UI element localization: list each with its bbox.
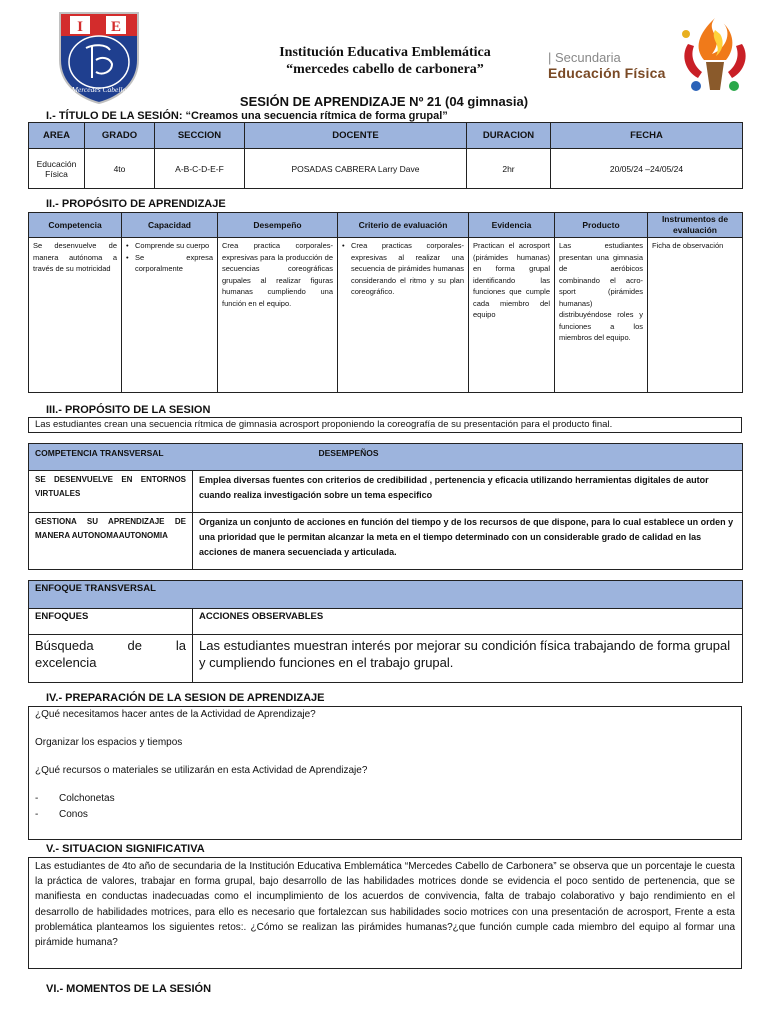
cell-instrumento: Ficha de observación: [648, 238, 743, 393]
header-grado: GRADO: [85, 123, 155, 149]
cell-criterio: [338, 238, 469, 393]
cell-evidencia: Practican el acrosport (pirámides humanas) en forma grupal identificando las funciones que cumple cada miembro del equipo: [469, 238, 555, 393]
session-info-table: [28, 122, 743, 189]
header-capacidad: Capacidad: [122, 213, 218, 238]
header-acciones: ACCIONES OBSERVABLES: [193, 609, 743, 635]
header-fecha: FECHA: [551, 123, 743, 149]
brand-line-2: Educación Física: [548, 65, 666, 81]
cell-desempeno: Crea practica corporales-expresivas para la producción de secuencias coreográficas grupales al realizar figuras humanas cumpliendo una función en el equipo.: [218, 238, 338, 393]
cell-docente: POSADAS CABRERA Larry Dave: [245, 149, 467, 189]
question-1: ¿Qué necesitamos hacer antes de la Actividad de Aprendizaje?: [35, 709, 316, 720]
section-4-title: IV.- PREPARACIÓN DE LA SESION DE APRENDIZAJE: [46, 692, 325, 704]
cell-producto: Las estudiantes presentan una gimnasia de aeróbicos combinando el acro-sport (pirámides humanas) distribuyéndose roles y funciones a los miembros del equipo.: [555, 238, 648, 393]
header-evidencia: Evidencia: [469, 213, 555, 238]
torch-logo: [676, 14, 754, 96]
transversal-competence-2: GESTIONA SU APRENDIZAJE DE MANERA AUTONOMAAUTONOMIA: [29, 513, 193, 570]
institution-line-1: Institución Educativa Emblemática: [279, 45, 491, 60]
section-5-title: V.- SITUACION SIGNIFICATIVA: [46, 843, 205, 855]
material-item: Conos: [59, 809, 88, 820]
header-enfoques: ENFOQUES: [29, 609, 193, 635]
material-bullet: -: [35, 793, 39, 804]
cell-fecha: 20/05/24 –24/05/24: [551, 149, 743, 189]
session-purpose-text: Las estudiantes crean una secuencia rítmica de gimnasia acrosport proponiendo la coreografía de su presentación para el producto final.: [28, 417, 742, 433]
section-2-title: II.- PROPÓSITO DE APRENDIZAJE: [46, 198, 226, 210]
question-2: ¿Qué recursos o materiales se utilizarán en esta Actividad de Aprendizaje?: [35, 765, 368, 776]
cell-competencia: Se desenvuelve de manera autónoma a través de su motricidad: [29, 238, 122, 393]
capacidad-item: • Se expresa corporalmente: [126, 252, 213, 275]
answer-1: Organizar los espacios y tiempos: [35, 737, 183, 748]
cross-cutting-approach-table: [28, 580, 743, 683]
learning-purpose-table: [28, 212, 743, 393]
transversal-performance-2: Organiza un conjunto de acciones en función del tiempo y de los recursos de que dispone, para lo cual establece un orden y una prioridad que le permitan alcanzar la meta en el tiempo determinado con un considerable grado de calidad en las acciones de manera secuenciada y articulada.: [193, 513, 743, 570]
brand-line-1: | Secundaria: [548, 50, 621, 65]
header-desempeno: Desempeño: [218, 213, 338, 238]
transversal-competence-table: [28, 443, 743, 570]
cell-area: Educación Física: [29, 149, 85, 189]
logo-caption: Mercedes Cabello: [71, 85, 127, 94]
criterio-item: • Crea practicas corporales-expresivas al realizar una secuencia de pirámides humanas considerando el ritmo y su plan coreográfico.: [342, 240, 464, 298]
section-1-prefix: I.- TÍTULO DE LA SESIÓN:: [46, 110, 183, 122]
brand-block: [548, 50, 688, 81]
cell-accion: Las estudiantes muestran interés por mejorar su condición física trabajando de forma grupal y cumpliendo funciones en el trabajo grupal.: [193, 635, 743, 683]
header-competencia-transversal: COMPETENCIA TRANSVERSAL: [29, 444, 193, 471]
significant-situation-text: Las estudiantes de 4to año de secundaria de la Institución Educativa Emblemática “Mercedes Cabello de Carbonera” se observa que un porcentaje le cuesta la práctica de valores, trabajar en forma grupal, bajo desarrollo de las habilidades motrices donde se evidencia el poco sentido de pertenencia, que se manifiesta en conductas inadecuadas como el incumplimiento de los acuerdos de convivencia, falta de trabajo colaborativo y bajo rendimiento en el desarrollo de habilidades motrices, para ello es necesario que fortalezcan sus habilidades socio motrices con una presentación de acrosport, Frente a esta problemática planteamos los siguientes retos:. ¿Cómo se realizan las pirámides humanas?¿que función cumple cada miembro del equipo al formar una pirámide humana?: [28, 857, 742, 969]
school-shield-logo: [56, 10, 142, 104]
section-3-title: III.- PROPÓSITO DE LA SESION: [46, 404, 211, 416]
header-instrumentos: Instrumentos de evaluación: [648, 213, 743, 238]
capacidad-item: • Comprende su cuerpo: [126, 240, 213, 252]
header-enfoque-transversal: ENFOQUE TRANSVERSAL: [29, 581, 743, 609]
material-bullet: -: [35, 809, 39, 820]
cell-enfoque: Búsqueda de la excelencia: [29, 635, 193, 683]
cell-grado: 4to: [85, 149, 155, 189]
torch-icon: [676, 14, 754, 96]
header-criterio: Criterio de evaluación: [338, 213, 469, 238]
section-1-value: “Creamos una secuencia rítmica de forma grupal”: [182, 110, 448, 122]
transversal-competence-1: SE DESENVUELVE EN ENTORNOS VIRTUALES: [29, 471, 193, 513]
shield-icon: [56, 10, 142, 104]
institution-name: [210, 44, 560, 78]
header-duracion: DURACION: [467, 123, 551, 149]
cell-capacidad: [122, 238, 218, 393]
session-preparation-box: [28, 706, 742, 840]
section-6-title: VI.- MOMENTOS DE LA SESIÓN: [46, 983, 212, 995]
logo-letter-i: I: [77, 19, 83, 35]
session-title: SESIÓN DE APRENDIZAJE Nº 21 (04 gimnasia): [239, 94, 529, 109]
header-area: AREA: [29, 123, 85, 149]
material-item: Colchonetas: [59, 793, 115, 804]
header-producto: Producto: [555, 213, 648, 238]
cell-duracion: 2hr: [467, 149, 551, 189]
header-docente: DOCENTE: [245, 123, 467, 149]
transversal-performance-1: Emplea diversas fuentes con criterios de credibilidad , pertenencia y eficacia utilizando herramientas digitales de autor cuando realiza investigación sobre un tema especifico: [193, 471, 743, 513]
header-seccion: SECCION: [155, 123, 245, 149]
institution-line-2: “mercedes cabello de carbonera”: [286, 62, 484, 77]
logo-letter-e: E: [110, 19, 122, 35]
header-desempenos: DESEMPEÑOS: [193, 444, 743, 471]
cell-seccion: A-B-C-D-E-F: [155, 149, 245, 189]
header-competencia: Competencia: [29, 213, 122, 238]
section-1-title: [46, 110, 448, 122]
